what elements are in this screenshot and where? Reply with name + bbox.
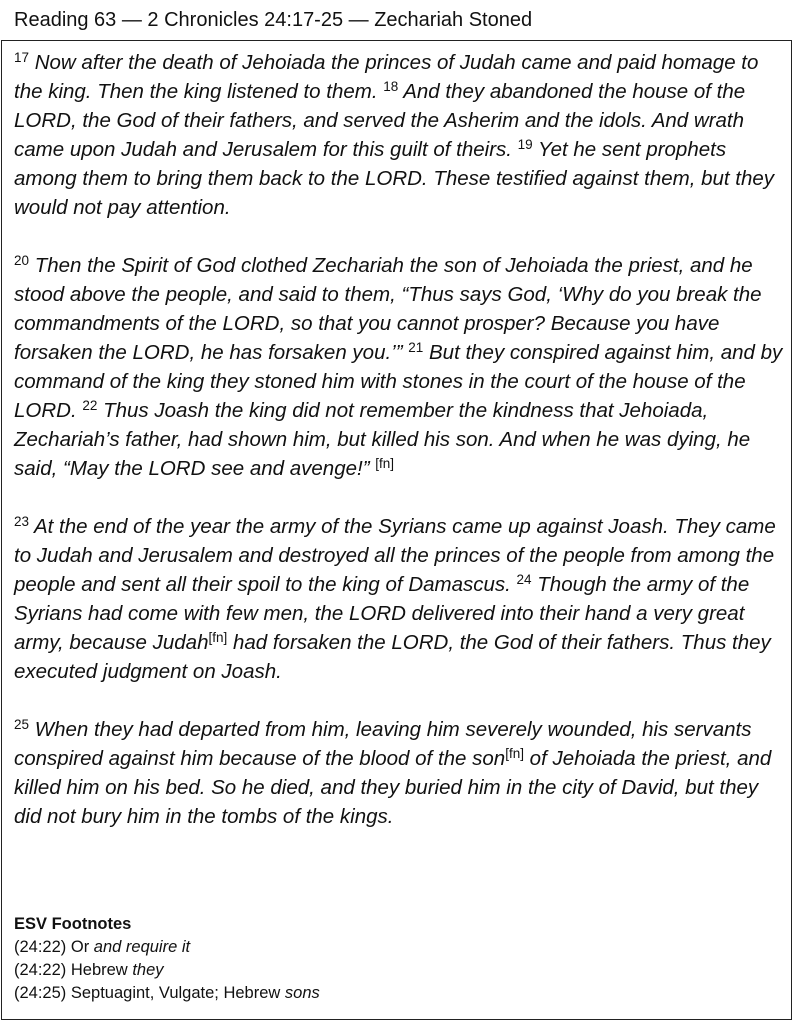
footnote-emphasis: sons [284, 984, 320, 1002]
verse-number: 18 [383, 79, 399, 94]
verse-text: of Jehoiada the priest, and killed him on his bed. So he died, and they buried him in the city of David, but they did not bury him in the tombs of the kings. [14, 747, 772, 828]
verse-number: 21 [408, 340, 424, 355]
verse-text: At the end of the year the army of the Syrians came up against Joash. They came to Judah and Jerusalem and destroyed all the princes of the people from among the people and sent all their spoil to the king of Damascus. [14, 515, 776, 596]
footnote-marker: [fn] [505, 746, 524, 761]
footnote-line [14, 959, 320, 982]
verse-text: And they abandoned the house of the LORD, the God of their fathers, and served the Asherim and the idols. And wrath came upon Judah and Jerusalem for this guilt of theirs. [14, 80, 746, 161]
verse-text: Thus Joash the king did not remember the kindness that Jehoiada, Zechariah’s father, had shown him, but killed his son. And when he was dying, he said, “May the LORD see and avenge!” [14, 399, 751, 480]
footnote-marker: [fn] [375, 456, 394, 471]
verse-number: 17 [14, 50, 30, 65]
passage-paragraph [14, 251, 786, 483]
verse-number: 23 [14, 514, 30, 529]
verse-number: 19 [517, 137, 533, 152]
passage-paragraph [14, 715, 786, 831]
footnote-ref: (24:25) Septuagint, Vulgate; Hebrew [14, 984, 285, 1002]
passage-paragraph [14, 512, 786, 686]
footnote-marker: [fn] [208, 630, 228, 645]
footnotes-section [14, 913, 320, 1005]
verse-number: 22 [82, 398, 98, 413]
footnotes-heading: ESV Footnotes [14, 915, 132, 933]
passage-body [14, 48, 786, 860]
footnote-ref: (24:22) Or [14, 938, 94, 956]
verse-text: When they had departed from him, leaving him severely wounded, his servants conspired against him because of the blood of the son [14, 718, 752, 770]
verse-text: Though the army of the Syrians had come with few men, the LORD delivered into their hand a very great army, because Judah [14, 573, 750, 654]
verse-text: Then the Spirit of God clothed Zechariah the son of Jehoiada the priest, and he stood above the people, and said to them, “Thus says God, ‘Why do you break the commandments of the LORD, so that you cannot prosper? Because you have forsaken the LORD, he has forsaken you.’” [14, 254, 762, 364]
footnote-line [14, 936, 320, 959]
footnote-emphasis: they [132, 961, 164, 979]
verse-number: 24 [516, 572, 532, 587]
verse-text: had forsaken the LORD, the God of their fathers. Thus they executed judgment on Joash. [14, 631, 771, 683]
verse-text: Now after the death of Jehoiada the princes of Judah came and paid homage to the king. Then the king listened to them. [14, 51, 759, 103]
footnote-line [14, 982, 320, 1005]
passage-paragraph [14, 48, 786, 222]
verse-number: 20 [14, 253, 30, 268]
verse-text: But they conspired against him, and by command of the king they stoned him with stones in the court of the house of the LORD. [14, 341, 783, 422]
footnote-emphasis: and require it [93, 938, 191, 956]
footnote-ref: (24:22) Hebrew [14, 961, 133, 979]
verse-text: Yet he sent prophets among them to bring them back to the LORD. These testified against them, but they would not pay attention. [14, 138, 775, 219]
reading-title: Reading 63 — 2 Chronicles 24:17-25 — Zechariah Stoned [14, 9, 533, 31]
verse-number: 25 [14, 717, 30, 732]
